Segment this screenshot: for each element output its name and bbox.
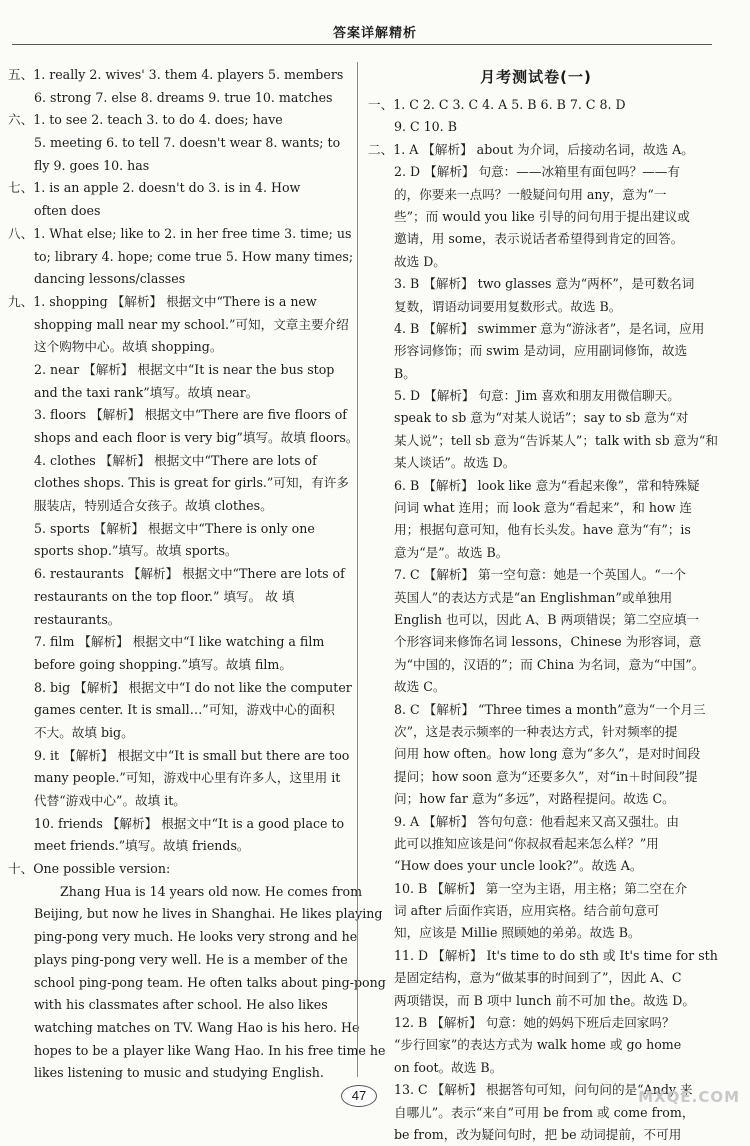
watermark-logo: MXQE.COM (638, 1088, 740, 1106)
answer-line: 一、1. C 2. C 3. C 4. A 5. B 6. B 7. C 8. D (368, 97, 626, 112)
answer-line: be from，改为疑问句时，把 be 动词提前，不可用 (394, 1126, 682, 1142)
header-rule (12, 44, 712, 45)
answer-line: and the taxi rank”填写。故填 near。 (34, 384, 259, 400)
answer-line: watching matches on TV. Wang Hao is his hero. He (34, 1019, 360, 1035)
answer-line: “步行回家”的表达方式为 walk home 或 go home (394, 1037, 682, 1053)
answer-line: 八、1. What else; like to 2. in her free time 3. time; us (8, 225, 352, 241)
answer-line: 7. film 【解析】 根据文中“I like watching a film (34, 634, 325, 650)
answer-line: 故选 D。 (394, 253, 446, 269)
answer-line: 6. strong 7. else 8. dreams 9. true 10. matches (34, 89, 333, 105)
answer-line: 提问；how soon 意为“还要多久”，对“in＋时间段”提 (394, 768, 698, 784)
answer-line: 问；how far 意为“多远”，对路程提问。故选 C。 (394, 791, 675, 807)
answer-line: 5. meeting 6. to tell 7. doesn't wear 8. wants; to (34, 135, 341, 151)
answer-line: 故选 C。 (394, 679, 446, 695)
answer-line: 自哪儿”。表示“来自”可用 be from 或 come from， (394, 1104, 695, 1120)
answer-line: 3. B 【解析】 two glasses 意为“两杯”，是可数名词 (394, 276, 695, 292)
answer-line: 用；根据句意可知，他有长头发。have 意为“有”；is (394, 522, 691, 538)
answer-line: ping-pong very much. He looks very strong and he (34, 929, 358, 945)
answer-line: games center. It is small…”可知，游戏中心的面积 (34, 702, 335, 718)
answer-line: with his classmates after school. He also likes (34, 997, 328, 1013)
answer-line: 10. friends 【解析】 根据文中“It is a good place to (34, 815, 345, 831)
answer-line: 不大。故填 big。 (34, 724, 134, 740)
answer-line: 这个购物中心。故填 shopping。 (34, 339, 223, 355)
answer-line: 九、1. shopping 【解析】 根据文中“There is a new (8, 293, 317, 309)
answer-line: 5. D 【解析】 句意：Jim 喜欢和朋友用微信聊天。 (394, 388, 680, 404)
answer-line: restaurants。 (34, 611, 121, 627)
answer-line: 问词 what 连用；而 look 意为“看起来”，和 how 连 (394, 500, 692, 516)
answer-line: 六、1. to see 2. teach 3. to do 4. does; have (8, 112, 283, 128)
answer-line: 个形容词来修饰名词 lessons，Chinese 为形容词，意 (394, 634, 702, 650)
answer-line: 邀请，用 some，表示说话者希望得到肯定的回答。 (394, 231, 684, 247)
answer-line: 8. C 【解析】 “Three times a month”意为“一个月三 (394, 701, 706, 717)
answer-line: 某人说”；tell sb 意为“告诉某人”；talk with sb 意为“和 (394, 432, 718, 448)
answer-line: 意为“是”。故选 B。 (394, 544, 509, 560)
column-divider (357, 62, 358, 1077)
answer-line: restaurants on the top floor.” 填写。 故 填 (34, 588, 295, 604)
answer-line: 3. floors 【解析】 根据文中“There are five floors of (34, 407, 347, 423)
answer-line: 5. sports 【解析】 根据文中“There is only one (34, 520, 315, 536)
answer-line: 2. near 【解析】 根据文中“It is near the bus stop (34, 361, 335, 377)
answer-line: 两项错误，而 B 项中 lunch 前不可加 the。故选 D。 (394, 992, 695, 1008)
answer-line: 服装店，特别适合女孩子。故填 clothes。 (34, 498, 273, 514)
answer-line: often does (34, 203, 101, 219)
answer-line: 次”，这是表示频率的一种表达方式，针对频率的提 (394, 723, 678, 739)
answer-line: Beijing, but now he lives in Shanghai. He likes playing (34, 906, 383, 922)
answer-line: 13. C 【解析】 根据答句可知，问句问的是“Andy 来 (394, 1082, 693, 1098)
section-title: 月考测试卷(一) (480, 68, 592, 86)
answer-line: before going shopping.”填写。故填 film。 (34, 656, 292, 672)
page-header-title: 答案详解精析 (332, 26, 417, 41)
right-column (368, 64, 718, 1146)
answer-line: 是固定结构，意为“做某事的时间到了”，因此 A、C (394, 970, 682, 986)
answer-line: 问用 how often。how long 意为“多久”，是对时间段 (394, 746, 701, 762)
answer-line: 6. B 【解析】 look like 意为“看起来像”，常和特殊疑 (394, 477, 700, 493)
left-column (8, 64, 386, 1085)
answer-line: 词 after 后面作宾语，应用宾格。结合前句意可 (394, 903, 660, 919)
answer-line: 知，应该是 Millie 照顾她的弟弟。故选 B。 (394, 925, 641, 941)
answer-line: fly 9. goes 10. has (34, 157, 150, 173)
answer-line: likes listening to music and studying English. (34, 1065, 324, 1081)
answer-line: school ping-pong team. He often talks about ping-pong (34, 974, 386, 990)
answer-line: hopes to be a player like Wang Hao. In his free time he (34, 1042, 386, 1058)
answer-line: 某人谈话”。故选 D。 (394, 455, 516, 471)
answer-line: 七、1. is an apple 2. doesn't do 3. is in 4. How (8, 180, 301, 196)
answer-line: 复数，谓语动词要用复数形式。故选 B。 (394, 298, 622, 314)
answer-line: 为“中国的，汉语的”；而 China 为名词，意为“中国”。 (394, 656, 705, 672)
answer-line: shopping mall near my school.”可知，文章主要介绍 (34, 316, 349, 332)
answer-line: 12. B 【解析】 句意：她的妈妈下班后走回家吗？ (394, 1015, 675, 1031)
answer-line: 形容词修饰；而 swim 是动词，应用副词修饰，故选 (394, 343, 688, 359)
answer-line: 代替“游戏中心”。故填 it。 (34, 793, 186, 808)
answer-line: clothes shops. This is great for girls.”可知，有许多 (34, 475, 349, 491)
answer-line: plays ping-pong very well. He is a member of the (34, 951, 348, 967)
answer-line: 五、1. really 2. wives' 3. them 4. players 5. members (8, 67, 344, 82)
answer-line: 4. clothes 【解析】 根据文中“There are lots of (34, 452, 317, 468)
page-number: 47 (341, 1085, 377, 1107)
answer-line: on foot。故选 B。 (394, 1059, 503, 1075)
answer-line: B。 (394, 365, 416, 381)
answer-line: 9. C 10. B (394, 119, 457, 135)
answer-line: 6. restaurants 【解析】 根据文中“There are lots of (34, 566, 345, 582)
answer-line: shops and each floor is very big”填写。故填 floors。 (34, 430, 359, 445)
answer-line: 的，你要来一点吗？一般疑问句用 any，意为“一 (394, 186, 667, 202)
answer-line: speak to sb 意为“对某人说话”；say to sb 意为“对 (394, 410, 689, 426)
answer-line: 4. B 【解析】 swimmer 意为“游泳者”，是名词，应用 (394, 320, 705, 336)
answer-line: 此可以推知应该是问“你叔叔看起来怎么样？”用 (394, 835, 659, 851)
answer-line: “How does your uncle look?”。故选 A。 (394, 858, 643, 874)
answer-line: 2. D 【解析】 句意：——冰箱里有面包吗？——有 (394, 164, 680, 180)
answer-line: 些”；而 would you like 引导的问句用于提出建议或 (394, 208, 690, 224)
answer-line: 9. A 【解析】 答句句意：他看起来又高又强壮。由 (394, 813, 679, 829)
answer-line: 十、One possible version: (8, 861, 171, 877)
answer-line: 10. B 【解析】 第一空为主语，用主格；第二空在介 (394, 880, 688, 896)
answer-line: many people.”可知，游戏中心里有许多人，这里用 it (34, 770, 341, 786)
answer-line: Zhang Hua is 14 years old now. He comes from (60, 883, 363, 899)
answer-line: 二、1. A 【解析】 about 为介词，后接动名词，故选 A。 (368, 141, 694, 157)
answer-line: sports shop.”填写。故填 sports。 (34, 543, 238, 559)
right-answer-lines (368, 94, 718, 1146)
answer-line: 11. D 【解析】 It's time to do sth 或 It's time for sth (394, 947, 718, 963)
answer-line: 7. C 【解析】 第一空句意：她是一个英国人。“一个 (394, 567, 686, 583)
answer-line: 英国人”的表达方式是“an Englishman”或单独用 (394, 589, 673, 605)
answer-line: to; library 4. hope; come true 5. How many times; (34, 248, 354, 264)
answer-line: dancing lessons/classes (34, 271, 186, 287)
answer-line: 9. it 【解析】 根据文中“It is small but there are too (34, 747, 350, 763)
answer-line: 8. big 【解析】 根据文中“I do not like the computer (34, 679, 352, 695)
answer-line: English 也可以，因此 A、B 两项错误；第二空应填一 (394, 611, 700, 627)
answer-line: meet friends.”填写。故填 friends。 (34, 838, 250, 854)
